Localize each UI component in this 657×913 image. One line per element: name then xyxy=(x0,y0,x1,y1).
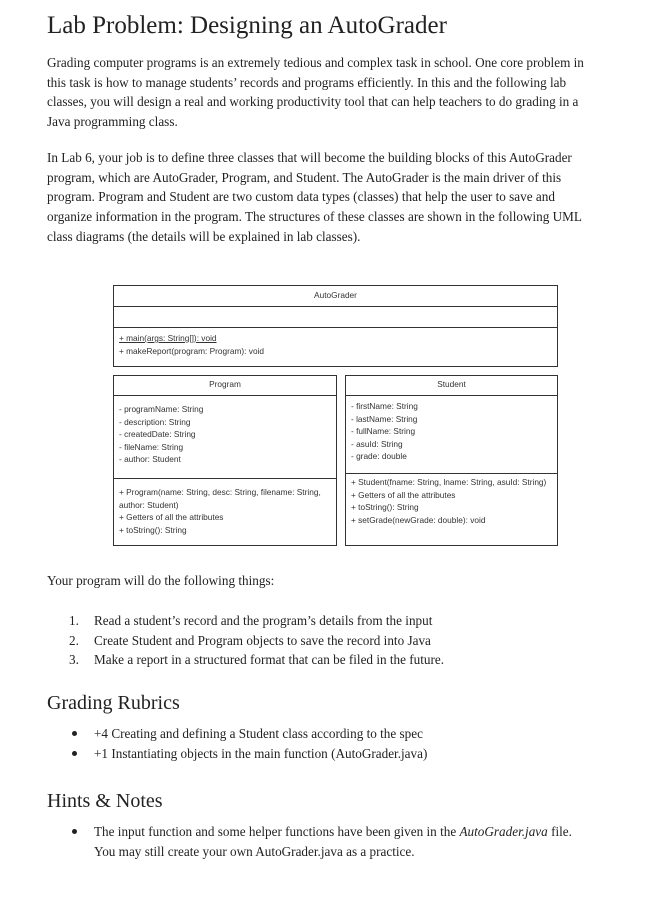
list-number: 2. xyxy=(69,632,79,648)
page-title: Lab Problem: Designing an AutoGrader xyxy=(47,12,447,39)
uml-method: + main(args: String[]): void xyxy=(119,333,217,343)
uml-attribute: - asuId: String xyxy=(351,438,403,449)
uml-autograder-name: AutoGrader xyxy=(314,290,357,300)
hint-text: file. xyxy=(547,824,572,839)
uml-program-name: Program xyxy=(209,379,241,389)
uml-attribute: - createdDate: String xyxy=(119,429,196,440)
list-number: 3. xyxy=(69,652,79,667)
bullet-icon xyxy=(72,829,77,834)
list-item-text: +1 Instantiating objects in the main function (AutoGrader.java) xyxy=(94,745,428,761)
intro-line: classes, you will design a real and working productivity tool that can help teachers to do grading in a xyxy=(47,94,579,110)
intro-line: Java programming class. xyxy=(47,114,178,130)
hints-heading: Hints & Notes xyxy=(47,790,163,812)
uml-attribute: - description: String xyxy=(119,416,191,427)
uml-method: + Student(fname: String, lname: String, asuId: String) xyxy=(351,477,547,487)
lab-line: program, which are AutoGrader, Program, and Student. The AutoGrader is the main driver of this xyxy=(47,169,562,185)
lab-line: program. Program and Student are two custom data types (classes) that help the user to save and xyxy=(47,189,555,205)
uml-attribute: - fullName: String xyxy=(351,426,416,437)
list-item xyxy=(47,744,427,764)
list-item xyxy=(47,611,444,631)
uml-student-name: Student xyxy=(437,379,466,389)
uml-student-attributes xyxy=(346,395,557,473)
uml-autograder-class xyxy=(113,285,558,367)
uml-method: + Getters of all the attributes xyxy=(119,512,224,523)
intro-line: Grading computer programs is an extremely tedious and complex task in school. One core problem in xyxy=(47,55,584,70)
uml-attribute: - fileName: String xyxy=(119,441,184,452)
lab-line: class diagrams (the details will be explained in lab classes). xyxy=(47,228,361,244)
list-item xyxy=(47,724,427,744)
uml-attribute: - author: Student xyxy=(119,454,181,465)
hint-filename: AutoGrader.java xyxy=(459,824,548,839)
uml-method: + makeReport(program: Program): void xyxy=(119,345,265,356)
uml-method: + Getters of all the attributes xyxy=(351,489,456,500)
rubrics-heading: Grading Rubrics xyxy=(47,692,180,714)
intro-line: this task is how to manage students’ records and programs efficiently. In this and the following lab xyxy=(47,74,567,90)
uml-method: + setGrade(newGrade: double): void xyxy=(351,514,486,525)
uml-method: + toString(): String xyxy=(119,524,187,535)
bullet-icon xyxy=(72,731,77,736)
list-item xyxy=(47,631,444,651)
hint-line: You may still create your own AutoGrader.java as a practice. xyxy=(94,843,415,859)
list-item xyxy=(47,822,572,861)
uml-attribute: - lastName: String xyxy=(351,413,418,424)
lab-line: In Lab 6, your job is to define three classes that will become the building blocks of this AutoGrader xyxy=(47,150,572,165)
uml-attribute: - grade: double xyxy=(351,451,407,462)
uml-attribute: - firstName: String xyxy=(351,401,418,411)
uml-program-class xyxy=(113,375,337,546)
uml-method: + toString(): String xyxy=(351,502,419,513)
uml-method: + Program(name: String, desc: String, filename: String, author: Student) xyxy=(119,487,321,510)
list-number: 1. xyxy=(69,613,79,628)
uml-autograder-attributes xyxy=(114,306,557,327)
uml-autograder-methods xyxy=(114,327,557,357)
uml-attribute: - programName: String xyxy=(119,404,204,414)
list-item-text: Read a student’s record and the program’s details from the input xyxy=(94,613,433,628)
uml-program-methods xyxy=(114,478,336,536)
rubrics-list xyxy=(47,724,427,763)
hint-line xyxy=(94,822,572,842)
list-item xyxy=(47,650,444,670)
lab-paragraph xyxy=(47,148,622,247)
list-item-text: Create Student and Program objects to save the record into Java xyxy=(94,632,431,648)
tasks-intro: Your program will do the following things: xyxy=(47,573,275,588)
list-item-text: +4 Creating and defining a Student class according to the spec xyxy=(94,726,423,741)
lab-line: organize information in the program. The structures of these classes are shown in the following UML xyxy=(47,209,582,225)
intro-paragraph xyxy=(47,53,622,132)
uml-program-attributes xyxy=(114,395,336,478)
bullet-icon xyxy=(72,751,77,756)
uml-student-methods xyxy=(346,473,557,526)
list-item-text: Make a report in a structured format that can be filed in the future. xyxy=(94,652,445,667)
task-list xyxy=(47,611,444,670)
uml-student-class xyxy=(345,375,558,546)
hint-text: The input function and some helper functions have been given in the xyxy=(94,824,460,839)
hints-list xyxy=(47,822,572,861)
